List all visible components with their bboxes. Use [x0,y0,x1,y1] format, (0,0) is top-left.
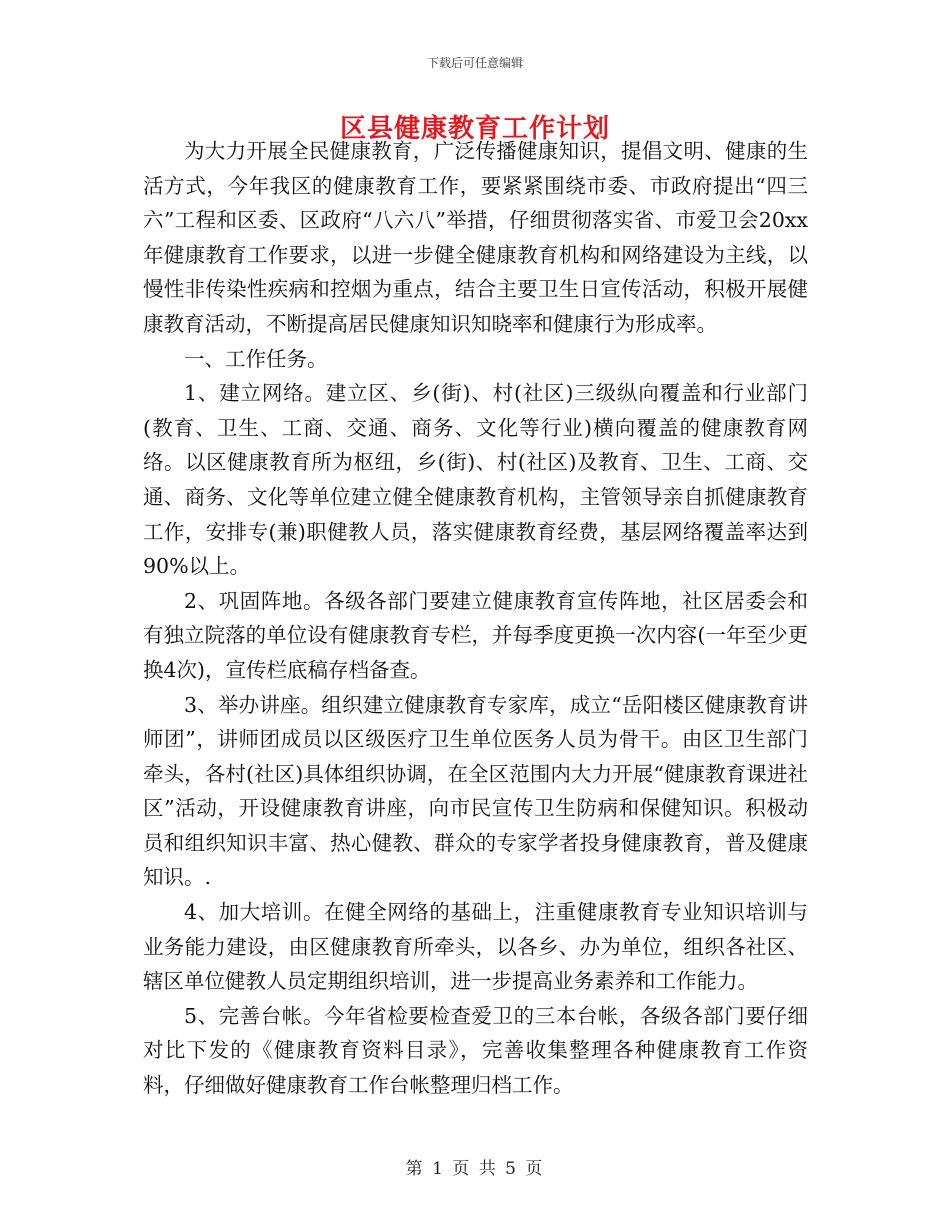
header-note: 下载后可任意编辑 [426,56,523,70]
paragraph-item-3: 3、举办讲座。组织建立健康教育专家库，成立“岳阳楼区健康教育讲师团”，讲师团成员以区级医疗卫生单位医务人员为骨干。由区卫生部门牵头，各村(社区)具体组织协调，在全区范围内大力开展“健康教育课进社区”活动，开设健康教育讲座，向市民宣传卫生防病和保健知识。积极动员和组织知识丰富、热心健教、群众的专家学者投身健康教育，普及健康知识。. [143,692,808,890]
document-title: 区县健康教育工作计划 [339,114,610,144]
paragraph-intro: 为大力开展全民健康教育，广泛传播健康知识，提倡文明、健康的生活方式，今年我区的健康教育工作，要紧紧围绕市委、市政府提出“四三六”工程和区委、区政府“八六八”举措，仔细贯彻落实省、市爱卫会20xx年健康教育工作要求，以进一步健全健康教育机构和网络建设为主线，以慢性非传染性疾病和控烟为重点，结合主要卫生日宣传活动，积极开展健康教育活动，不断提高居民健康知识知晓率和健康行为形成率。 [143,139,808,336]
paragraph-item-5: 5、完善台帐。今年省检要检查爱卫的三本台帐，各级各部门要仔细对比下发的《健康教育资料目录》，完善收集整理各种健康教育工作资料，仔细做好健康教育工作台帐整理归档工作。 [143,1003,808,1098]
paragraph-section-heading: 一、工作任务。 [184,346,328,371]
paragraph-item-1: 1、建立网络。建立区、乡(街)、村(社区)三级纵向覆盖和行业部门(教育、卫生、工商、交通、商务、文化等行业)横向覆盖的健康教育网络。以区健康教育所为枢纽，乡(街)、村(社区)及教育、卫生、工商、交通、商务、文化等单位建立健全健康教育机构，主管领导亲自抓健康教育工作，安排专(兼)职健教人员，落实健康教育经费，基层网络覆盖率达到90%以上。 [143,381,808,579]
paragraph-item-2: 2、巩固阵地。各级各部门要建立健康教育宣传阵地，社区居委会和有独立院落的单位设有健康教育专栏，并每季度更换一次内容(一年至少更换4次)，宣传栏底稿存档备查。 [143,588,808,682]
document-body [143,134,808,1103]
paragraph-item-4: 4、加大培训。在健全网络的基础上，注重健康教育专业知识培训与业务能力建设，由区健康教育所牵头，以各乡、办为单位，组织各社区、辖区单位健教人员定期组织培训，进一步提高业务素养和工作能力。 [143,900,808,994]
page-indicator: 第 1 页 共 5 页 [405,1159,545,1179]
